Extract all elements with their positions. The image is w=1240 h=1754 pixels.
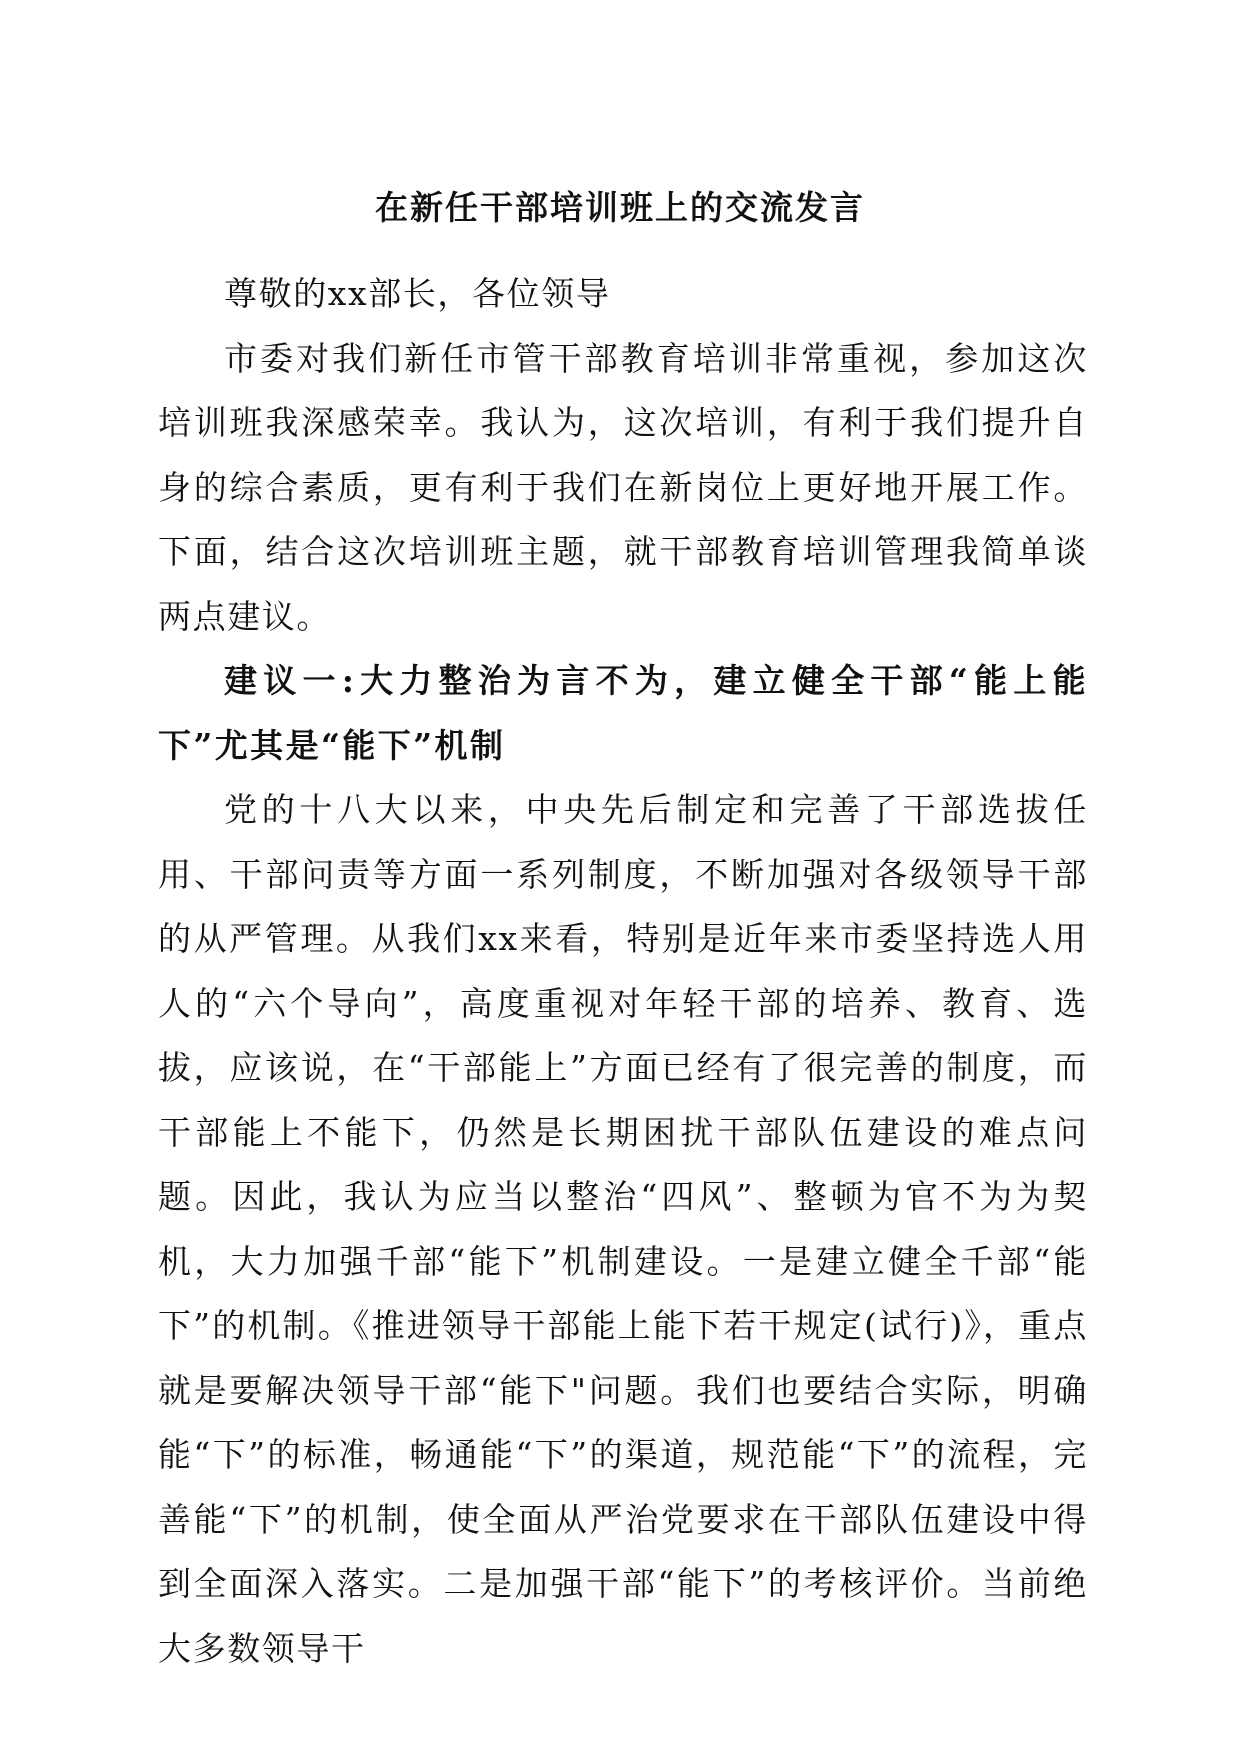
paragraph: 党的十八大以来，中央先后制定和完善了干部选拔任用、干部问责等方面一系列制度，不断加强对各级领导干部的从严管理。从我们xx来看，特别是近年来市委坚持选人用人的“六个导向”，高度重视对年轻干部的培养、教育、选拔，应该说，在“干部能上”方面已经有了很完善的制度，而干部能上不能下，仍然是长期困扰干部队伍建设的难点问题。因此，我认为应当以整治“四风”、整顿为官不为为契机，大力加强千部“能下”机制建设。一是建立健全千部“能下”的机制。《推进领导干部能上能下若干规定(试行)》，重点就是要解决领导干部“能下"问题。我们也要结合实际，明确能“下”的标准，畅通能“下”的渠道，规范能“下”的流程，完善能“下”的机制，使全面从严治党要求在干部队伍建设中得到全面深入落实。二是加强干部“能下”的考核评价。当前绝大多数领导干 xyxy=(158,790,1088,1668)
salutation: 尊敬的xx部长，各位领导 xyxy=(224,274,611,313)
section-heading: 建议一:大力整治为言不为，建立健全干部“能上能下”尤其是“能下”机制 xyxy=(158,661,1088,765)
document-title: 在新任干部培训班上的交流发言 xyxy=(375,188,865,227)
document-body xyxy=(158,262,1088,1681)
paragraph: 市委对我们新任市管干部教育培训非常重视，参加这次培训班我深感荣幸。我认为，这次培训，有利于我们提升自身的综合素质，更有利于我们在新岗位上更好地开展工作。下面，结合这次培训班主题，就干部教育培训管理我简单谈两点建议。 xyxy=(158,338,1088,636)
